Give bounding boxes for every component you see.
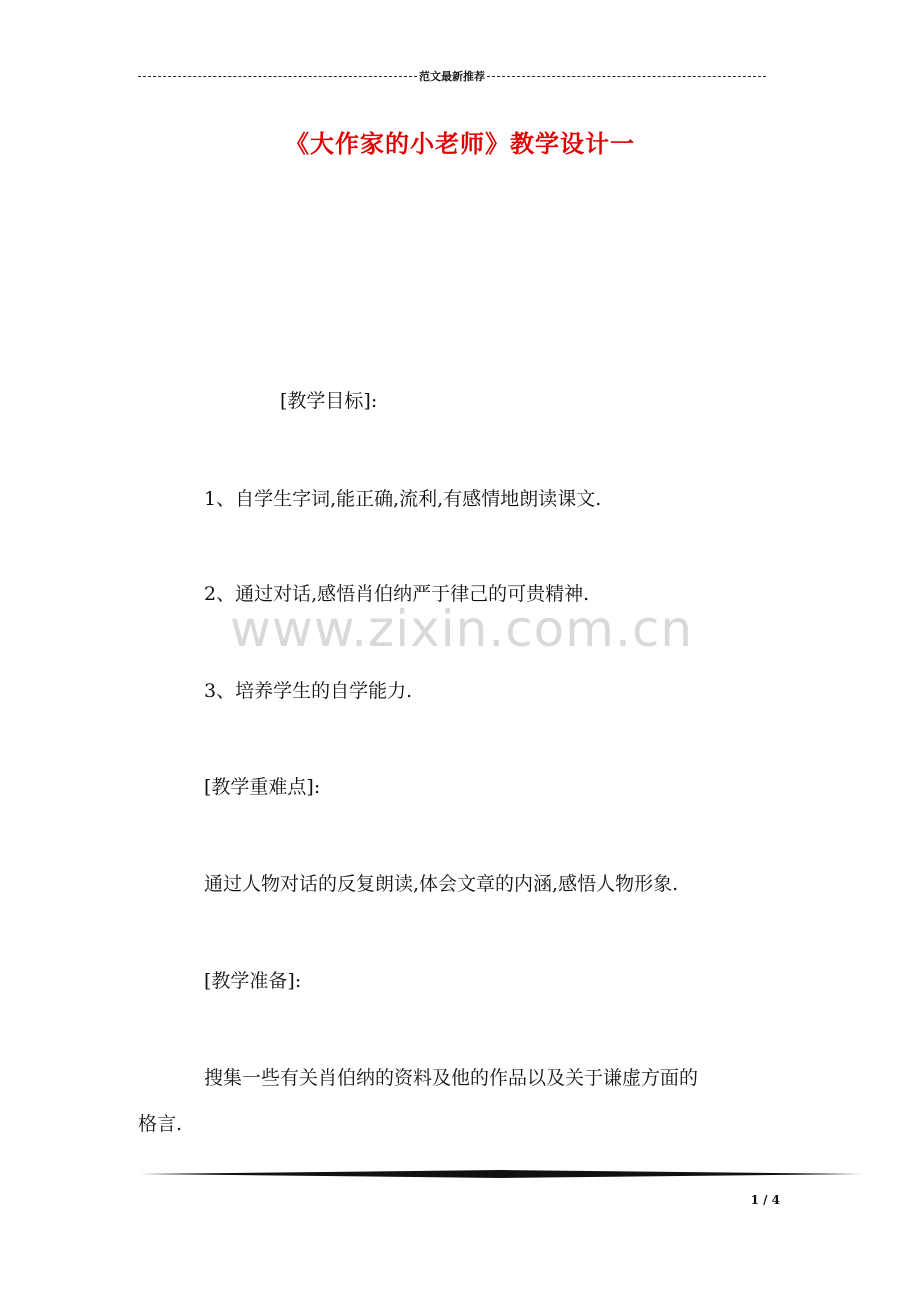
preparation-heading: [教学准备]: — [204, 970, 302, 992]
key-points-text: 通过人物对话的反复朗读,体会文章的内涵,感悟人物形象. — [204, 873, 679, 895]
preparation-text-line-2: 格言. — [138, 1113, 183, 1135]
preparation-text-line-1: 搜集一些有关肖伯纳的资料及他的作品以及关于谦虚方面的 — [204, 1067, 699, 1089]
key-points-heading: [教学重难点]: — [204, 776, 321, 798]
goal-item-3: 3、培养学生的自学能力. — [204, 680, 413, 702]
goal-item-2: 2、通过对话,感悟肖伯纳严于律己的可贵精神. — [204, 583, 590, 605]
page-header — [138, 69, 766, 83]
header-dash-left — [138, 76, 417, 77]
goal-item-1: 1、自学生字词,能正确,流利,有感情地朗读课文. — [204, 488, 602, 510]
header-text: 范文最新推荐 — [419, 70, 485, 83]
footer-rule — [140, 1170, 862, 1178]
header-dash-right — [487, 76, 766, 77]
watermark: www.zixin.com.cn — [230, 600, 694, 658]
goals-heading: [教学目标]: — [280, 390, 378, 412]
document-title: 《大作家的小老师》教学设计一 — [285, 129, 635, 158]
page-number: 1 / 4 — [750, 1193, 780, 1207]
